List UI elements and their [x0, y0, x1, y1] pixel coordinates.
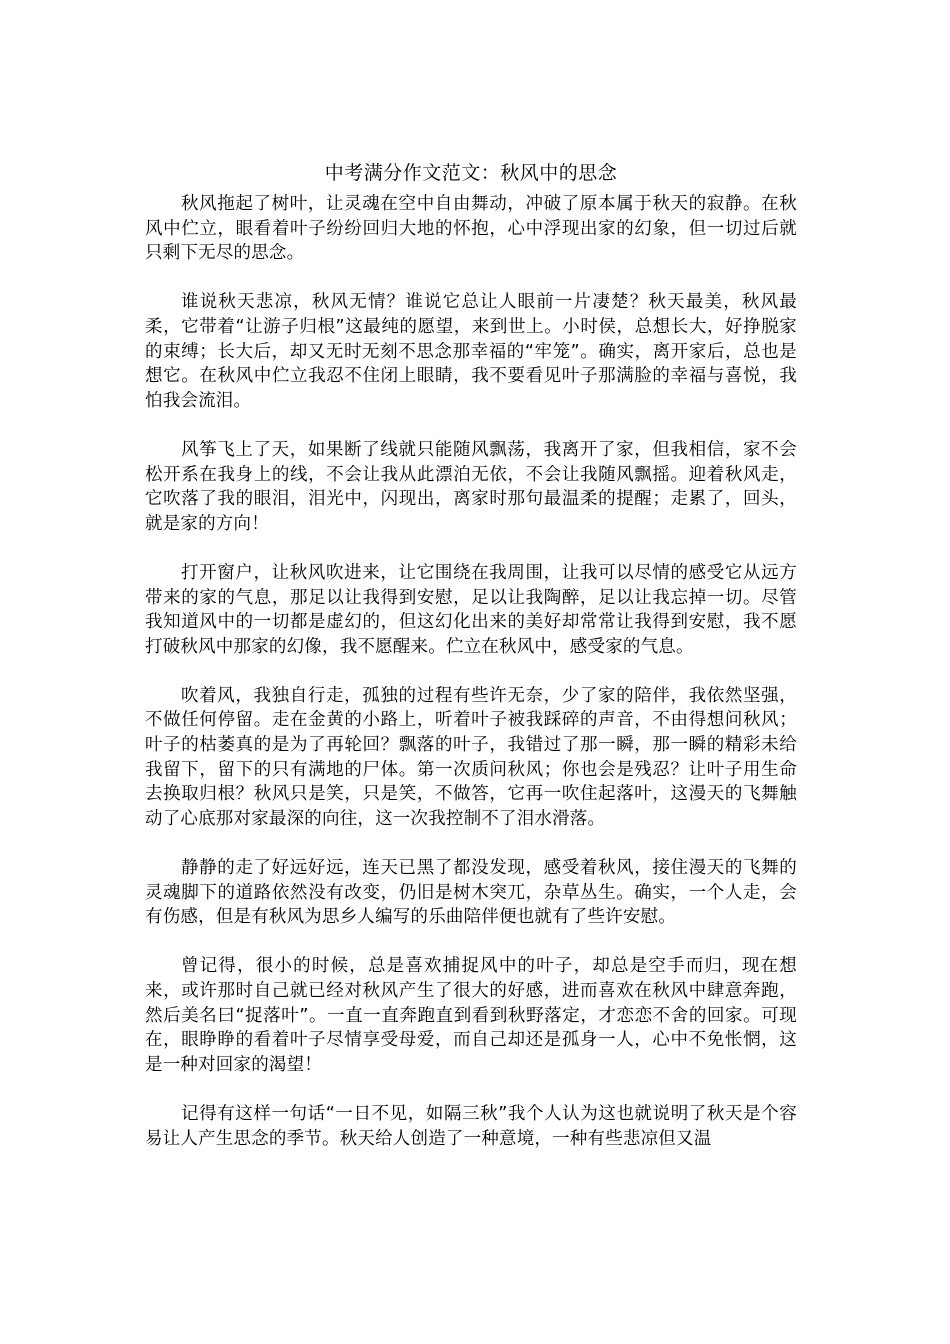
paragraph-gap: [145, 659, 797, 684]
paragraph-4: 打开窗户，让秋风吹进来，让它围绕在我周围，让我可以尽情的感受它从远方带来的家的气息，那足以让我得到安慰，足以让我陶醉，足以让我忘掉一切。尽管我知道风中的一切都是虚幻的，但这幻化出来的美好却常常让我得到安慰，我不愿打破秋风中那家的幻像，我不愿醒来。伫立在秋风中，感受家的气息。: [145, 562, 797, 657]
paragraph-gap: [145, 930, 797, 955]
paragraph-gap: [145, 536, 797, 561]
paragraph-gap: [145, 413, 797, 438]
paragraph-gap: [145, 266, 797, 291]
paragraph-2: 谁说秋天悲凉，秋风无情？谁说它总让人眼前一片凄楚？秋天最美，秋风最柔，它带着“让游子归根”这最纯的愿望，来到世上。小时侯，总想长大，好挣脱家的束缚；长大后，却又无时无刻不思念那幸福的“牢笼”。确实，离开家后，总也是想它。在秋风中伫立我忍不住闭上眼睛，我不要看见叶子那满脸的幸福与喜悦，我怕我会流泪。: [145, 292, 797, 411]
document-title: 中考满分作文范文：秋风中的思念: [324, 162, 618, 184]
paragraph-8: 记得有这样一句话“一日不见，如隔三秋”我个人认为这也就说明了秋天是个容易让人产生思念的季节。秋天给人创造了一种意境，一种有些悲凉但又温: [145, 1103, 797, 1149]
paragraph-5: 吹着风，我独自行走，孤独的过程有些许无奈，少了家的陪伴，我依然坚强，不做任何停留。走在金黄的小路上，听着叶子被我踩碎的声音，不由得想问秋风；叶子的枯萎真的是为了再轮回？飘落的叶子，我错过了那一瞬，那一瞬的精彩未给我留下，留下的只有满地的尸体。第一次质问秋风；你也会是残忍？让叶子用生命去换取归根？秋风只是笑，只是笑，不做答，它再一吹住起落叶，这漫天的飞舞触动了心底那对家最深的向往，这一次我控制不了泪水滑落。: [145, 685, 797, 829]
paragraph-7: 曾记得，很小的时候，总是喜欢捕捉风中的叶子，却总是空手而归，现在想来，或许那时自己就已经对秋风产生了很大的好感，进而喜欢在秋风中肆意奔跑，然后美名曰“捉落叶”。一直一直奔跑直到看到秋野落定，才恋恋不舍的回家。可现在，眼睁睁的看着叶子尽情享受母爱，而自己却还是孤身一人，心中不免怅惘，这是一种对回家的渴望！: [145, 956, 797, 1075]
paragraph-1: 秋风拖起了树叶，让灵魂在空中自由舞动，冲破了原本属于秋天的寂静。在秋风中伫立，眼看着叶子纷纷回归大地的怀抱，心中浮现出家的幻象，但一切过后就只剩下无尽的思念。: [145, 194, 797, 264]
paragraph-3: 风筝飞上了天，如果断了线就只能随风飘荡，我离开了家，但我相信，家不会松开系在我身上的线，不会让我从此漂泊无依，不会让我随风飘摇。迎着秋风走，它吹落了我的眼泪，泪光中，闪现出，离家时那句最温柔的提醒；走累了，回头，就是家的方向！: [145, 439, 797, 534]
document-page: [145, 158, 797, 1151]
paragraph-gap: [145, 1077, 797, 1102]
paragraph-6: 静静的走了好远好远，连天已黑了都没发现，感受着秋风，接住漫天的飞舞的灵魂脚下的道路依然没有改变，仍旧是树木突兀，杂草丛生。确实，一个人走，会有伤感，但是有秋风为思乡人编写的乐曲陪伴便也就有了些许安慰。: [145, 858, 797, 928]
paragraph-gap: [145, 831, 797, 856]
